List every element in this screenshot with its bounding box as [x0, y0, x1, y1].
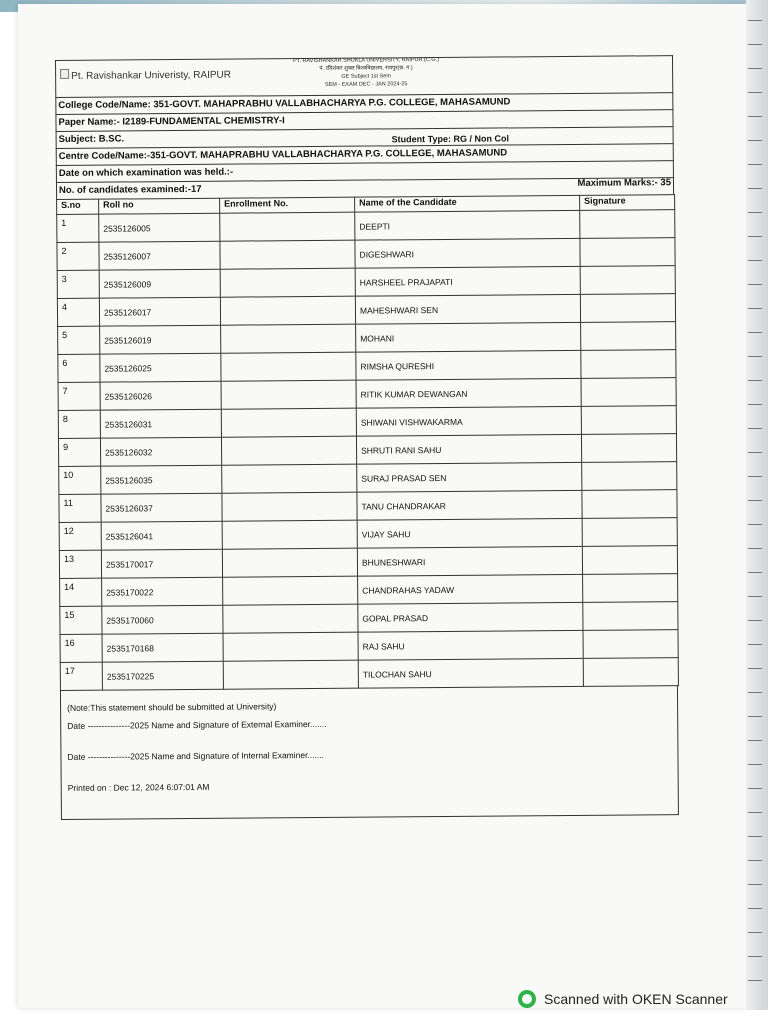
sno-cell: 8	[58, 410, 100, 438]
sno-cell: 12	[59, 522, 101, 550]
strip-tick	[748, 308, 762, 309]
enrollment-cell	[221, 408, 356, 437]
enrollment-cell	[223, 632, 358, 661]
strip-tick	[748, 716, 762, 717]
strip-tick	[748, 980, 762, 981]
exam-line: SEM - EXAM DEC - JAN 2024-25	[324, 81, 408, 88]
strip-tick	[748, 68, 762, 69]
header-sno: S.no	[57, 199, 99, 214]
strip-tick	[748, 572, 762, 573]
signature-cell	[583, 630, 678, 659]
candidate-table	[56, 194, 679, 691]
enrollment-cell	[220, 240, 355, 269]
signature-cell	[582, 546, 677, 575]
signature-cell	[581, 378, 676, 407]
strip-tick	[748, 404, 762, 405]
enrollment-cell	[221, 324, 356, 353]
strip-tick	[748, 644, 762, 645]
strip-tick	[748, 92, 762, 93]
header-title-block	[256, 56, 476, 90]
enrollment-cell	[222, 492, 357, 521]
printed-on-text: Printed on : Dec 12, 2024 6:07:01 AM	[67, 781, 210, 793]
enrollment-cell	[221, 352, 356, 381]
strip-tick	[748, 188, 762, 189]
signature-cell	[580, 266, 675, 295]
enrollment-cell	[220, 268, 355, 297]
sno-cell: 17	[60, 662, 102, 690]
enrollment-cell	[221, 380, 356, 409]
strip-tick	[748, 452, 762, 453]
enrollment-cell	[222, 464, 357, 493]
roll-cell: 2535170022	[102, 577, 223, 606]
sno-cell: 6	[58, 354, 100, 382]
roll-cell: 2535170017	[101, 549, 222, 578]
student-type-text: Student Type: RG / Non Col	[391, 133, 509, 145]
roll-cell: 2535126041	[101, 521, 222, 550]
centre-text: Centre Code/Name:-351-GOVT. MAHAPRABHU VALLABHACHARYA P.G. COLLEGE, MAHASAMUND	[58, 147, 508, 162]
name-cell: RAJ SAHU	[358, 630, 583, 660]
strip-tick	[748, 932, 762, 933]
sno-cell: 11	[59, 494, 101, 522]
strip-tick	[748, 836, 762, 837]
roll-cell: 2535126007	[99, 241, 220, 270]
enrollment-cell	[222, 548, 357, 577]
strip-tick	[748, 284, 762, 285]
name-cell: HARSHEEL PRAJAPATI	[355, 266, 580, 296]
sheet-header	[55, 55, 673, 97]
signature-cell	[581, 322, 676, 351]
name-cell: MAHESHWARI SEN	[355, 294, 580, 324]
enrollment-cell	[220, 296, 355, 325]
subject-line: GE Subject 1st Sem	[341, 73, 391, 80]
exam-date-text: Date on which examination was held.:-	[58, 166, 234, 179]
external-examiner-line: Date ---------------2025 Name and Signature of External Examiner.......	[67, 718, 327, 731]
sno-cell: 1	[57, 214, 99, 242]
roll-cell: 2535126037	[101, 493, 222, 522]
sno-cell: 13	[59, 550, 101, 578]
signature-cell	[580, 210, 675, 239]
roll-cell: 2535126025	[100, 353, 221, 382]
signature-cell	[582, 490, 677, 519]
name-cell: RITIK KUMAR DEWANGAN	[356, 378, 581, 408]
candidates-text: No. of candidates examined:-17	[58, 183, 202, 196]
name-cell: SURAJ PRASAD SEN	[357, 462, 582, 492]
paper-text: Paper Name:- I2189-FUNDAMENTAL CHEMISTRY-I	[58, 115, 285, 128]
signature-cell	[581, 350, 676, 379]
header-name: Name of the Candidate	[355, 195, 580, 212]
name-cell: MOHANI	[356, 322, 581, 352]
sno-cell: 7	[58, 382, 100, 410]
strip-tick	[748, 476, 762, 477]
name-cell: SHIWANI VISHWAKARMA	[356, 406, 581, 436]
header-enrollment: Enrollment No.	[220, 197, 355, 213]
strip-tick	[748, 884, 762, 885]
logo-alt-text: Pt. Ravishankar Univeristy, RAIPUR	[71, 69, 232, 82]
header-roll: Roll no	[99, 198, 220, 214]
name-cell: GOPAL PRASAD	[358, 602, 583, 632]
strip-tick	[748, 356, 762, 357]
roll-cell: 2535126017	[99, 297, 220, 326]
name-cell: BHUNESHWARI	[357, 546, 582, 576]
broken-image-icon	[60, 68, 69, 78]
name-cell: TANU CHANDRAKAR	[357, 490, 582, 520]
roll-cell: 2535126005	[99, 213, 220, 242]
sno-cell: 14	[60, 578, 102, 606]
sno-cell: 4	[57, 298, 99, 326]
note-text: (Note:This statement should be submitted at University)	[67, 701, 277, 713]
enrollment-cell	[223, 604, 358, 633]
enrollment-cell	[223, 576, 358, 605]
name-cell: SHRUTI RANI SAHU	[356, 434, 581, 464]
strip-tick	[748, 668, 762, 669]
signature-cell	[583, 602, 678, 631]
signature-cell	[583, 658, 678, 687]
strip-tick	[748, 956, 762, 957]
strip-tick	[748, 524, 762, 525]
strip-tick	[748, 212, 762, 213]
strip-tick	[748, 116, 762, 117]
right-background-strip	[746, 0, 768, 1010]
name-cell: TILOCHAN SAHU	[358, 658, 583, 688]
notes-section	[60, 686, 679, 820]
roll-cell: 2535126031	[100, 409, 221, 438]
roll-cell: 2535126009	[99, 269, 220, 298]
strip-tick	[748, 44, 762, 45]
signature-cell	[582, 462, 677, 491]
strip-tick	[748, 908, 762, 909]
roll-cell: 2535170225	[102, 661, 223, 690]
name-cell: DEEPTI	[355, 210, 580, 240]
strip-tick	[748, 164, 762, 165]
internal-examiner-line: Date ---------------2025 Name and Signature of Internal Examiner.......	[67, 749, 325, 762]
strip-tick	[748, 692, 762, 693]
sno-cell: 2	[57, 242, 99, 270]
roll-cell: 2535126035	[101, 465, 222, 494]
name-cell: DIGESHWARI	[355, 238, 580, 268]
university-name-hi: पं. रविशंकर शुक्ल विश्वविद्यालय, रायपुर(छ. ग.)	[319, 65, 413, 72]
table-row	[60, 658, 678, 691]
max-marks-text: Maximum Marks:- 35	[577, 177, 672, 189]
enrollment-cell	[222, 520, 357, 549]
strip-tick	[748, 596, 762, 597]
enrollment-cell	[220, 212, 355, 241]
strip-tick	[748, 428, 762, 429]
strip-tick	[748, 500, 762, 501]
signature-cell	[583, 574, 678, 603]
university-logo	[60, 70, 231, 82]
subject-text: Subject: B.SC.	[58, 133, 125, 145]
name-cell: VIJAY SAHU	[357, 518, 582, 548]
oken-logo-icon	[518, 990, 536, 1008]
strip-tick	[748, 740, 762, 741]
strip-tick	[748, 548, 762, 549]
roll-cell: 2535170168	[102, 633, 223, 662]
signature-cell	[580, 238, 675, 267]
college-text: College Code/Name: 351-GOVT. MAHAPRABHU VALLABHACHARYA P.G. COLLEGE, MAHASAMUND	[58, 96, 511, 111]
sno-cell: 9	[58, 438, 100, 466]
scanner-text: Scanned with OKEN Scanner	[544, 991, 728, 1007]
signature-cell	[581, 406, 676, 435]
strip-tick	[748, 860, 762, 861]
roll-cell: 2535170060	[102, 605, 223, 634]
strip-tick	[748, 332, 762, 333]
roll-cell: 2535126019	[100, 325, 221, 354]
scanner-watermark	[518, 990, 728, 1008]
signature-cell	[580, 294, 675, 323]
name-cell: RIMSHA QURESHI	[356, 350, 581, 380]
enrollment-cell	[221, 436, 356, 465]
sno-cell: 10	[59, 466, 101, 494]
roll-cell: 2535126032	[100, 437, 221, 466]
enrollment-cell	[223, 660, 358, 689]
sno-cell: 3	[57, 270, 99, 298]
strip-tick	[748, 380, 762, 381]
strip-tick	[748, 260, 762, 261]
header-signature: Signature	[580, 195, 675, 211]
strip-tick	[748, 20, 762, 21]
strip-tick	[748, 812, 762, 813]
university-name-en: PT. RAVISHANKAR SHUKLA UNIVERSITY, RAIPUR (C.G.)	[293, 56, 439, 65]
sno-cell: 5	[58, 326, 100, 354]
roll-cell: 2535126026	[100, 381, 221, 410]
sno-cell: 15	[60, 606, 102, 634]
signature-cell	[581, 434, 676, 463]
strip-tick	[748, 788, 762, 789]
attendance-sheet	[55, 55, 679, 820]
name-cell: CHANDRAHAS YADAW	[358, 574, 583, 604]
strip-tick	[748, 764, 762, 765]
strip-tick	[748, 236, 762, 237]
signature-cell	[582, 518, 677, 547]
strip-tick	[748, 620, 762, 621]
sno-cell: 16	[60, 634, 102, 662]
strip-tick	[748, 140, 762, 141]
